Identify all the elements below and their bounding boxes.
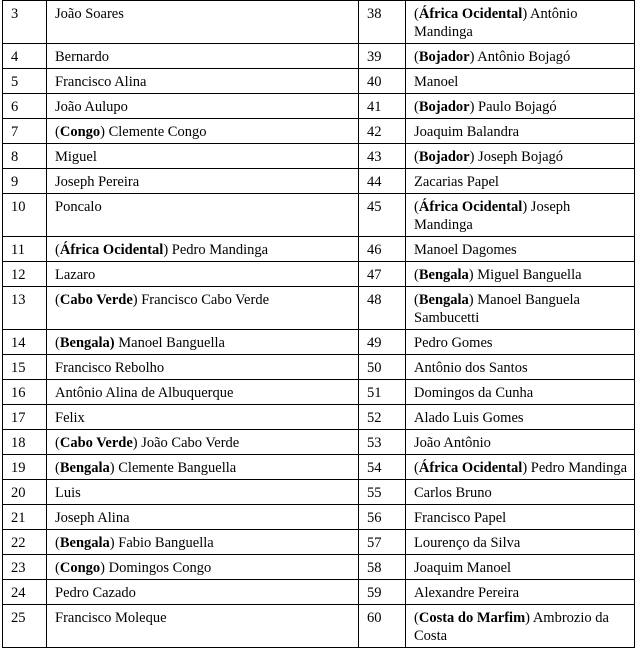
name-cell xyxy=(47,380,359,405)
name-cell xyxy=(406,530,635,555)
person-name: Pedro Gomes xyxy=(414,335,493,351)
origin-label: Bojador xyxy=(418,149,470,165)
name-cell xyxy=(406,330,635,355)
entry-number: 55 xyxy=(367,485,382,501)
name-cell xyxy=(406,262,635,287)
entry-number: 54 xyxy=(367,460,382,476)
name-cell xyxy=(406,237,635,262)
name-cell xyxy=(47,455,359,480)
table-row xyxy=(3,455,635,480)
entry-number: 23 xyxy=(11,560,26,576)
number-cell xyxy=(359,287,406,330)
number-cell xyxy=(359,355,406,380)
person-name: Domingos da Cunha xyxy=(414,385,534,401)
entry-number: 43 xyxy=(367,149,382,165)
entry-number: 22 xyxy=(11,535,26,551)
number-cell xyxy=(3,580,47,605)
number-cell xyxy=(3,287,47,330)
name-cell xyxy=(47,144,359,169)
number-cell xyxy=(359,169,406,194)
entry-number: 4 xyxy=(11,49,19,65)
table-row xyxy=(3,237,635,262)
table-row xyxy=(3,94,635,119)
person-name: ) Pedro Mandinga xyxy=(163,242,269,258)
origin-open-paren: ( xyxy=(414,610,419,626)
table-row xyxy=(3,287,635,330)
person-name: Manoel xyxy=(414,74,459,90)
entry-number: 20 xyxy=(11,485,26,501)
person-name: ) Joseph Mandinga xyxy=(414,199,571,233)
name-cell xyxy=(406,194,635,237)
entry-number: 46 xyxy=(367,242,382,258)
number-cell xyxy=(359,530,406,555)
table-row xyxy=(3,530,635,555)
entry-number: 25 xyxy=(11,610,26,626)
table-row xyxy=(3,144,635,169)
table-row xyxy=(3,605,635,648)
number-cell xyxy=(359,555,406,580)
entry-number: 13 xyxy=(11,292,26,308)
origin-open-paren: ( xyxy=(55,292,60,308)
entry-number: 24 xyxy=(11,585,26,601)
number-cell xyxy=(3,94,47,119)
entry-number: 52 xyxy=(367,410,382,426)
person-name: ) Fabio Banguella xyxy=(109,535,214,551)
person-name: Manoel Dagomes xyxy=(414,242,517,258)
origin-label: Bengala xyxy=(59,535,110,551)
entry-number: 18 xyxy=(11,435,26,451)
origin-open-paren: ( xyxy=(414,6,419,22)
origin-label: África Ocidental xyxy=(59,242,164,258)
person-name: Alexandre Pereira xyxy=(414,585,520,601)
entry-number: 9 xyxy=(11,174,19,190)
entry-number: 44 xyxy=(367,174,382,190)
name-cell xyxy=(47,194,359,237)
person-name: ) Ambrozio da Costa xyxy=(414,610,609,644)
name-cell xyxy=(47,580,359,605)
name-cell xyxy=(406,455,635,480)
person-name: ) Clemente Banguella xyxy=(109,460,237,476)
table-row xyxy=(3,44,635,69)
name-cell xyxy=(47,530,359,555)
entry-number: 53 xyxy=(367,435,382,451)
name-cell xyxy=(406,287,635,330)
entry-number: 49 xyxy=(367,335,382,351)
origin-open-paren: ( xyxy=(414,267,419,283)
person-name: Joaquim Balandra xyxy=(414,124,520,140)
number-cell xyxy=(359,480,406,505)
person-name: Zacarias Papel xyxy=(414,174,499,190)
origin-label: Bojador xyxy=(418,49,470,65)
table-row xyxy=(3,169,635,194)
person-name: ) João Cabo Verde xyxy=(132,435,240,451)
number-cell xyxy=(3,69,47,94)
origin-open-paren: ( xyxy=(55,535,60,551)
person-name: Antônio Alina de Albuquerque xyxy=(55,385,234,401)
person-name: ) Joseph Bojagó xyxy=(469,149,564,165)
number-cell xyxy=(3,555,47,580)
entry-number: 48 xyxy=(367,292,382,308)
origin-label: Bengala xyxy=(418,292,469,308)
name-cell xyxy=(406,555,635,580)
name-cell xyxy=(406,605,635,648)
table-row xyxy=(3,330,635,355)
entry-number: 14 xyxy=(11,335,26,351)
number-cell xyxy=(359,580,406,605)
number-cell xyxy=(3,1,47,44)
table-row xyxy=(3,1,635,44)
name-cell xyxy=(47,430,359,455)
name-cell xyxy=(406,580,635,605)
entry-number: 57 xyxy=(367,535,382,551)
person-name: Joseph Pereira xyxy=(55,174,140,190)
origin-open-paren: ( xyxy=(414,149,419,165)
origin-label: África Ocidental xyxy=(418,460,523,476)
number-cell xyxy=(359,405,406,430)
number-cell xyxy=(359,237,406,262)
entry-number: 7 xyxy=(11,124,19,140)
number-cell xyxy=(3,455,47,480)
person-name: Antônio dos Santos xyxy=(414,360,528,376)
person-name: Joaquim Manoel xyxy=(414,560,512,576)
origin-open-paren: ( xyxy=(55,460,60,476)
number-cell xyxy=(3,119,47,144)
table-row xyxy=(3,262,635,287)
person-name: Joseph Alina xyxy=(55,510,130,526)
person-name: João Soares xyxy=(55,6,124,22)
person-name: Poncalo xyxy=(55,199,102,215)
entry-number: 51 xyxy=(367,385,382,401)
table-row xyxy=(3,430,635,455)
entry-number: 41 xyxy=(367,99,382,115)
origin-open-paren: ( xyxy=(414,49,419,65)
table-row xyxy=(3,580,635,605)
origin-open-paren: ( xyxy=(414,292,419,308)
number-cell xyxy=(3,480,47,505)
name-cell xyxy=(406,505,635,530)
name-cell xyxy=(47,94,359,119)
number-cell xyxy=(359,505,406,530)
person-name: Manoel Banguella xyxy=(114,335,225,351)
person-name: ) Miguel Banguella xyxy=(468,267,582,283)
entry-number: 58 xyxy=(367,560,382,576)
name-cell xyxy=(406,69,635,94)
number-cell xyxy=(3,44,47,69)
name-cell xyxy=(406,1,635,44)
origin-open-paren: ( xyxy=(414,199,419,215)
origin-open-paren: ( xyxy=(55,435,60,451)
person-name: João Aulupo xyxy=(55,99,128,115)
entry-number: 11 xyxy=(11,242,25,258)
entry-number: 38 xyxy=(367,6,382,22)
person-name: Francisco Alina xyxy=(55,74,147,90)
name-cell xyxy=(406,430,635,455)
origin-label: Bengala xyxy=(59,460,110,476)
number-cell xyxy=(3,405,47,430)
name-cell xyxy=(47,605,359,648)
entry-number: 47 xyxy=(367,267,382,283)
name-cell xyxy=(406,405,635,430)
origin-label: Cabo Verde xyxy=(59,292,133,308)
entry-number: 8 xyxy=(11,149,19,165)
entry-number: 59 xyxy=(367,585,382,601)
origin-open-paren: ( xyxy=(55,124,60,140)
entry-number: 40 xyxy=(367,74,382,90)
name-cell xyxy=(47,480,359,505)
number-cell xyxy=(3,605,47,648)
origin-label: Cabo Verde xyxy=(59,435,133,451)
table-row xyxy=(3,480,635,505)
origin-open-paren: ( xyxy=(414,460,419,476)
person-name: Francisco Moleque xyxy=(55,610,167,626)
entry-number: 10 xyxy=(11,199,26,215)
person-name: Lazaro xyxy=(55,267,96,283)
name-cell xyxy=(406,119,635,144)
name-cell xyxy=(406,144,635,169)
number-cell xyxy=(359,44,406,69)
person-name: João Antônio xyxy=(414,435,491,451)
origin-label: Bojador xyxy=(418,99,470,115)
name-cell xyxy=(406,94,635,119)
number-cell xyxy=(3,530,47,555)
number-cell xyxy=(359,605,406,648)
entry-number: 21 xyxy=(11,510,26,526)
origin-label: Costa do Marfim xyxy=(418,610,526,626)
origin-label: Bengala xyxy=(418,267,469,283)
number-cell xyxy=(359,262,406,287)
origin-label: Congo xyxy=(59,560,101,576)
entry-number: 12 xyxy=(11,267,26,283)
entry-number: 5 xyxy=(11,74,19,90)
number-cell xyxy=(359,330,406,355)
name-cell xyxy=(47,330,359,355)
entry-number: 17 xyxy=(11,410,26,426)
person-name: Felix xyxy=(55,410,85,426)
number-cell xyxy=(359,1,406,44)
name-cell xyxy=(406,44,635,69)
names-table xyxy=(2,0,635,648)
person-name: Francisco Rebolho xyxy=(55,360,165,376)
name-cell xyxy=(47,119,359,144)
person-name: ) Paulo Bojagó xyxy=(469,99,557,115)
person-name: ) Domingos Congo xyxy=(100,560,212,576)
table-row xyxy=(3,194,635,237)
entry-number: 19 xyxy=(11,460,26,476)
number-cell xyxy=(359,119,406,144)
table-row xyxy=(3,355,635,380)
person-name: ) Manoel Banguela Sambucetti xyxy=(414,292,580,326)
number-cell xyxy=(359,430,406,455)
origin-open-paren: ( xyxy=(55,560,60,576)
table-body xyxy=(3,1,635,648)
origin-label: Congo xyxy=(59,124,101,140)
person-name: Luis xyxy=(55,485,81,501)
person-name: ) Antônio Bojagó xyxy=(469,49,571,65)
name-cell xyxy=(406,355,635,380)
name-cell xyxy=(406,169,635,194)
table-row xyxy=(3,405,635,430)
person-name: Lourenço da Silva xyxy=(414,535,521,551)
number-cell xyxy=(359,144,406,169)
number-cell xyxy=(3,262,47,287)
number-cell xyxy=(359,69,406,94)
name-cell xyxy=(406,480,635,505)
number-cell xyxy=(3,194,47,237)
name-cell xyxy=(47,355,359,380)
table-row xyxy=(3,119,635,144)
name-cell xyxy=(47,505,359,530)
name-cell xyxy=(47,287,359,330)
name-cell xyxy=(47,44,359,69)
person-name: Pedro Cazado xyxy=(55,585,136,601)
name-cell xyxy=(47,1,359,44)
person-name: ) Francisco Cabo Verde xyxy=(132,292,270,308)
person-name: Alado Luis Gomes xyxy=(414,410,524,426)
origin-open-paren: ( xyxy=(55,335,60,351)
entry-number: 15 xyxy=(11,360,26,376)
person-name: Miguel xyxy=(55,149,97,165)
name-cell xyxy=(47,405,359,430)
entry-number: 45 xyxy=(367,199,382,215)
name-cell xyxy=(47,69,359,94)
name-cell xyxy=(406,380,635,405)
person-name: ) Pedro Mandinga xyxy=(522,460,628,476)
number-cell xyxy=(3,505,47,530)
table-row xyxy=(3,505,635,530)
person-name: Bernardo xyxy=(55,49,109,65)
person-name: Carlos Bruno xyxy=(414,485,492,501)
entry-number: 16 xyxy=(11,385,26,401)
number-cell xyxy=(3,380,47,405)
name-cell xyxy=(47,262,359,287)
entry-number: 42 xyxy=(367,124,382,140)
entry-number: 60 xyxy=(367,610,382,626)
person-name: Francisco Papel xyxy=(414,510,507,526)
number-cell xyxy=(3,169,47,194)
entry-number: 39 xyxy=(367,49,382,65)
origin-label: África Ocidental xyxy=(418,6,523,22)
number-cell xyxy=(3,237,47,262)
entry-number: 6 xyxy=(11,99,19,115)
origin-open-paren: ( xyxy=(55,242,60,258)
table-row xyxy=(3,69,635,94)
name-cell xyxy=(47,169,359,194)
number-cell xyxy=(359,194,406,237)
number-cell xyxy=(3,144,47,169)
number-cell xyxy=(3,355,47,380)
number-cell xyxy=(359,94,406,119)
origin-label: Bengala) xyxy=(59,335,115,351)
person-name: ) Clemente Congo xyxy=(100,124,207,140)
number-cell xyxy=(359,380,406,405)
number-cell xyxy=(3,430,47,455)
number-cell xyxy=(3,330,47,355)
entry-number: 3 xyxy=(11,6,19,22)
entry-number: 50 xyxy=(367,360,382,376)
table-row xyxy=(3,380,635,405)
name-cell xyxy=(47,237,359,262)
origin-open-paren: ( xyxy=(414,99,419,115)
origin-label: África Ocidental xyxy=(418,199,523,215)
person-name: ) Antônio Mandinga xyxy=(414,6,578,40)
table-row xyxy=(3,555,635,580)
number-cell xyxy=(359,455,406,480)
entry-number: 56 xyxy=(367,510,382,526)
name-cell xyxy=(47,555,359,580)
